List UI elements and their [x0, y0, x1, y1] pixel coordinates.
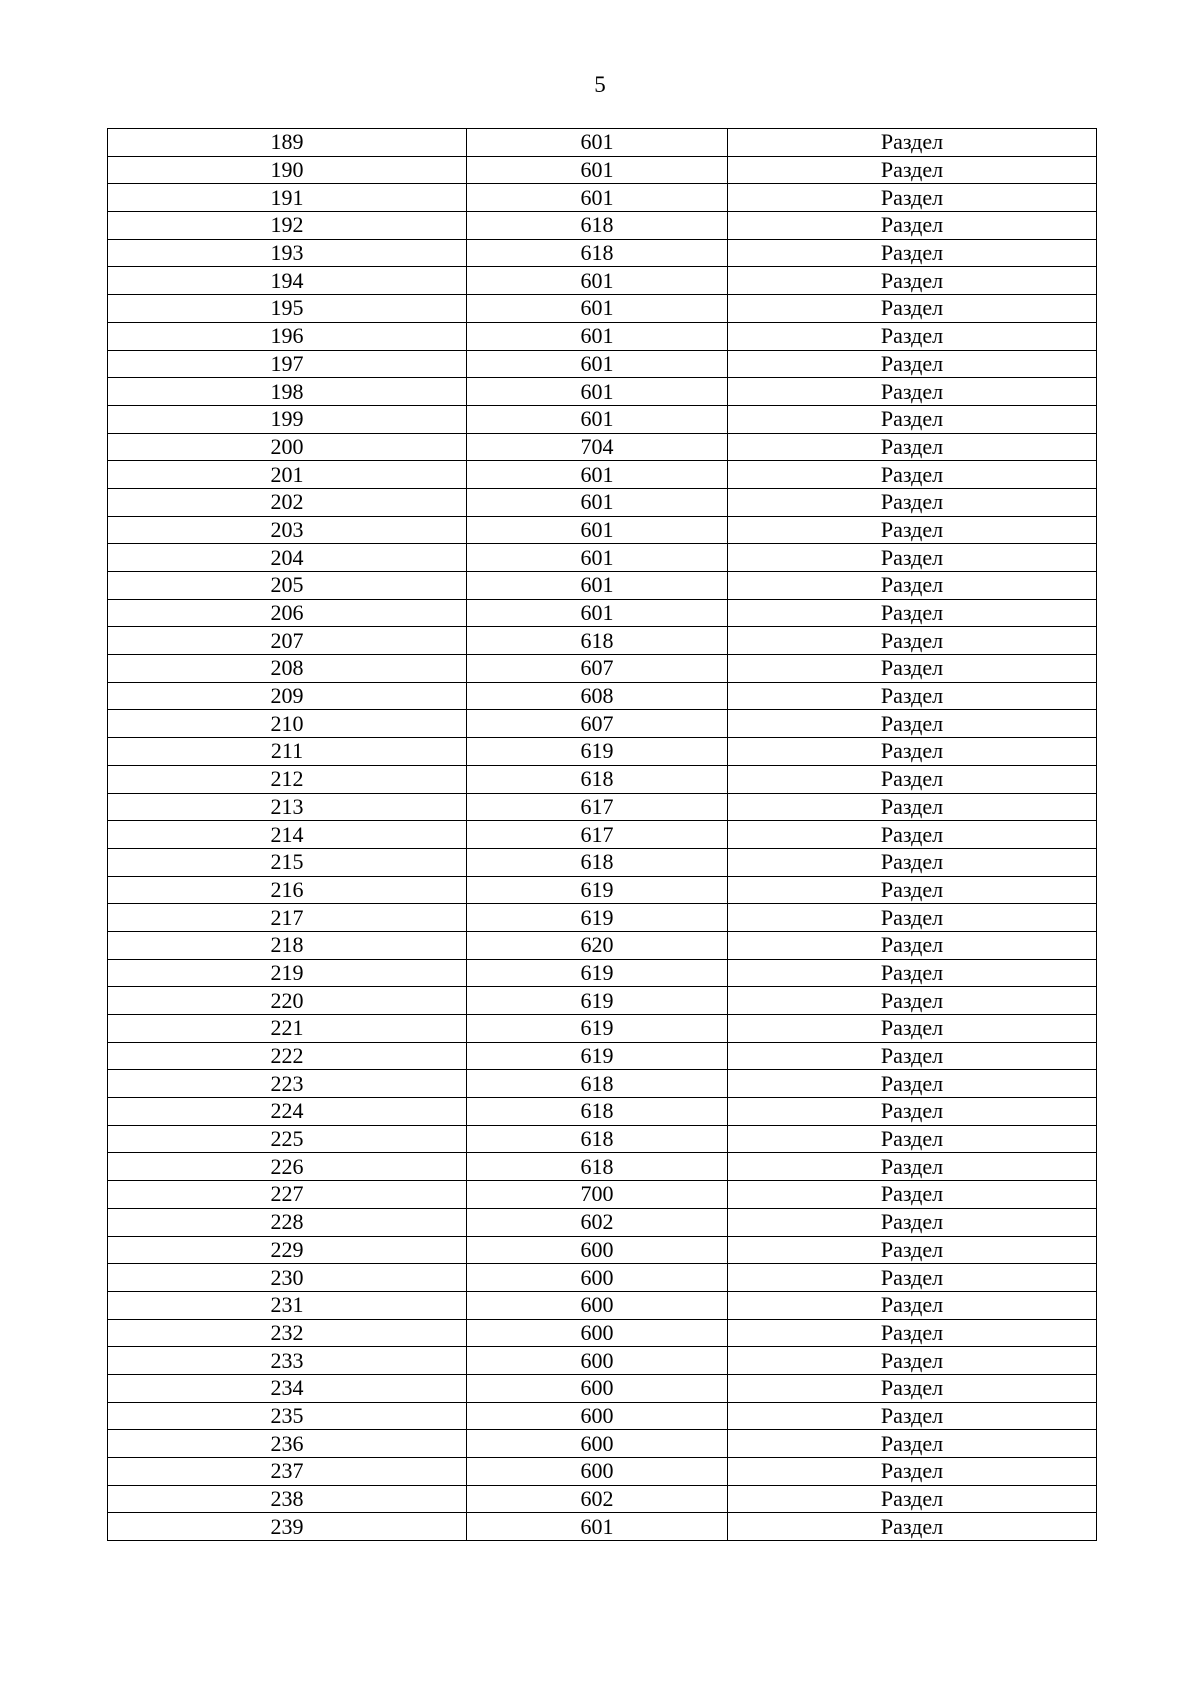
section-cell: Раздел	[728, 405, 1097, 433]
section-cell: Раздел	[728, 821, 1097, 849]
table-row	[108, 184, 1097, 212]
code-cell: 600	[467, 1319, 728, 1347]
row-number-cell: 196	[108, 322, 467, 350]
code-cell: 601	[467, 544, 728, 572]
row-number-cell: 205	[108, 572, 467, 600]
section-cell: Раздел	[728, 987, 1097, 1015]
section-cell: Раздел	[728, 904, 1097, 932]
table-row	[108, 1291, 1097, 1319]
section-cell: Раздел	[728, 1374, 1097, 1402]
section-cell: Раздел	[728, 572, 1097, 600]
row-number-cell: 224	[108, 1098, 467, 1126]
table-row	[108, 1319, 1097, 1347]
section-cell: Раздел	[728, 322, 1097, 350]
table-row	[108, 1430, 1097, 1458]
table-row	[108, 738, 1097, 766]
row-number-cell: 203	[108, 516, 467, 544]
row-number-cell: 189	[108, 129, 467, 157]
table-row	[108, 904, 1097, 932]
code-cell: 601	[467, 378, 728, 406]
row-number-cell: 207	[108, 627, 467, 655]
code-cell: 600	[467, 1291, 728, 1319]
table-row	[108, 682, 1097, 710]
section-cell: Раздел	[728, 488, 1097, 516]
code-cell: 619	[467, 1015, 728, 1043]
row-number-cell: 229	[108, 1236, 467, 1264]
row-number-cell: 220	[108, 987, 467, 1015]
row-number-cell: 211	[108, 738, 467, 766]
code-cell: 600	[467, 1236, 728, 1264]
row-number-cell: 221	[108, 1015, 467, 1043]
section-cell: Раздел	[728, 544, 1097, 572]
row-number-cell: 226	[108, 1153, 467, 1181]
code-cell: 618	[467, 1070, 728, 1098]
row-number-cell: 215	[108, 848, 467, 876]
section-cell: Раздел	[728, 1125, 1097, 1153]
code-cell: 601	[467, 516, 728, 544]
row-number-cell: 192	[108, 212, 467, 240]
code-cell: 618	[467, 1098, 728, 1126]
section-cell: Раздел	[728, 212, 1097, 240]
table-row	[108, 322, 1097, 350]
table-row	[108, 405, 1097, 433]
code-cell: 602	[467, 1208, 728, 1236]
table-row	[108, 1402, 1097, 1430]
row-number-cell: 201	[108, 461, 467, 489]
table-row	[108, 433, 1097, 461]
table-row	[108, 1042, 1097, 1070]
row-number-cell: 202	[108, 488, 467, 516]
table-row	[108, 1458, 1097, 1486]
section-cell: Раздел	[728, 959, 1097, 987]
code-cell: 617	[467, 821, 728, 849]
row-number-cell: 216	[108, 876, 467, 904]
section-cell: Раздел	[728, 1347, 1097, 1375]
section-cell: Раздел	[728, 378, 1097, 406]
section-cell: Раздел	[728, 682, 1097, 710]
code-cell: 601	[467, 350, 728, 378]
table-row	[108, 1153, 1097, 1181]
section-cell: Раздел	[728, 1485, 1097, 1513]
code-cell: 607	[467, 655, 728, 683]
code-cell: 601	[467, 295, 728, 323]
table-row	[108, 599, 1097, 627]
row-number-cell: 219	[108, 959, 467, 987]
row-number-cell: 210	[108, 710, 467, 738]
table-row	[108, 765, 1097, 793]
table-row	[108, 627, 1097, 655]
section-cell: Раздел	[728, 1291, 1097, 1319]
table-row	[108, 1125, 1097, 1153]
row-number-cell: 217	[108, 904, 467, 932]
section-cell: Раздел	[728, 931, 1097, 959]
table-row	[108, 1485, 1097, 1513]
table-row	[108, 267, 1097, 295]
row-number-cell: 223	[108, 1070, 467, 1098]
section-cell: Раздел	[728, 239, 1097, 267]
section-cell: Раздел	[728, 738, 1097, 766]
section-cell: Раздел	[728, 1208, 1097, 1236]
table-row	[108, 710, 1097, 738]
section-cell: Раздел	[728, 184, 1097, 212]
code-cell: 618	[467, 765, 728, 793]
code-cell: 619	[467, 904, 728, 932]
row-number-cell: 200	[108, 433, 467, 461]
code-cell: 601	[467, 156, 728, 184]
table-row	[108, 350, 1097, 378]
row-number-cell: 206	[108, 599, 467, 627]
section-cell: Раздел	[728, 765, 1097, 793]
row-number-cell: 193	[108, 239, 467, 267]
table-body	[108, 129, 1097, 1541]
code-cell: 601	[467, 1513, 728, 1541]
table-row	[108, 295, 1097, 323]
row-number-cell: 195	[108, 295, 467, 323]
code-cell: 704	[467, 433, 728, 461]
table-row	[108, 987, 1097, 1015]
table-row	[108, 516, 1097, 544]
code-cell: 600	[467, 1458, 728, 1486]
table-row	[108, 876, 1097, 904]
section-cell: Раздел	[728, 156, 1097, 184]
table-row	[108, 959, 1097, 987]
row-number-cell: 194	[108, 267, 467, 295]
table-row	[108, 544, 1097, 572]
table-row	[108, 793, 1097, 821]
row-number-cell: 209	[108, 682, 467, 710]
row-number-cell: 218	[108, 931, 467, 959]
code-cell: 607	[467, 710, 728, 738]
table-row	[108, 848, 1097, 876]
table-row	[108, 1098, 1097, 1126]
table-row	[108, 572, 1097, 600]
code-cell: 618	[467, 212, 728, 240]
section-cell: Раздел	[728, 461, 1097, 489]
section-cell: Раздел	[728, 433, 1097, 461]
table-row	[108, 488, 1097, 516]
code-cell: 619	[467, 1042, 728, 1070]
section-cell: Раздел	[728, 1181, 1097, 1209]
section-cell: Раздел	[728, 1042, 1097, 1070]
section-cell: Раздел	[728, 655, 1097, 683]
table-row	[108, 1347, 1097, 1375]
section-cell: Раздел	[728, 848, 1097, 876]
code-cell: 601	[467, 488, 728, 516]
code-cell: 600	[467, 1402, 728, 1430]
row-number-cell: 227	[108, 1181, 467, 1209]
row-number-cell: 235	[108, 1402, 467, 1430]
code-cell: 618	[467, 239, 728, 267]
table-row	[108, 1208, 1097, 1236]
section-cell: Раздел	[728, 350, 1097, 378]
code-cell: 618	[467, 627, 728, 655]
table-row	[108, 378, 1097, 406]
row-number-cell: 208	[108, 655, 467, 683]
section-cell: Раздел	[728, 516, 1097, 544]
section-cell: Раздел	[728, 1458, 1097, 1486]
row-number-cell: 233	[108, 1347, 467, 1375]
section-cell: Раздел	[728, 1070, 1097, 1098]
section-cell: Раздел	[728, 129, 1097, 157]
table-row	[108, 1070, 1097, 1098]
code-cell: 619	[467, 959, 728, 987]
table-row	[108, 655, 1097, 683]
row-number-cell: 239	[108, 1513, 467, 1541]
row-number-cell: 222	[108, 1042, 467, 1070]
code-cell: 601	[467, 267, 728, 295]
table-row	[108, 1015, 1097, 1043]
code-cell: 601	[467, 129, 728, 157]
row-number-cell: 232	[108, 1319, 467, 1347]
section-cell: Раздел	[728, 1015, 1097, 1043]
row-number-cell: 198	[108, 378, 467, 406]
section-cell: Раздел	[728, 1513, 1097, 1541]
section-cell: Раздел	[728, 627, 1097, 655]
row-number-cell: 234	[108, 1374, 467, 1402]
table-row	[108, 1374, 1097, 1402]
section-cell: Раздел	[728, 1430, 1097, 1458]
code-cell: 618	[467, 848, 728, 876]
code-cell: 618	[467, 1125, 728, 1153]
document-table	[107, 128, 1097, 1541]
section-cell: Раздел	[728, 1402, 1097, 1430]
table-row	[108, 821, 1097, 849]
code-cell: 617	[467, 793, 728, 821]
row-number-cell: 236	[108, 1430, 467, 1458]
code-cell: 601	[467, 599, 728, 627]
section-cell: Раздел	[728, 1264, 1097, 1292]
code-cell: 600	[467, 1264, 728, 1292]
section-cell: Раздел	[728, 599, 1097, 627]
code-cell: 602	[467, 1485, 728, 1513]
row-number-cell: 191	[108, 184, 467, 212]
table-row	[108, 156, 1097, 184]
code-cell: 601	[467, 322, 728, 350]
row-number-cell: 228	[108, 1208, 467, 1236]
section-cell: Раздел	[728, 1236, 1097, 1264]
section-cell: Раздел	[728, 793, 1097, 821]
table-row	[108, 461, 1097, 489]
row-number-cell: 212	[108, 765, 467, 793]
table-row	[108, 1513, 1097, 1541]
table-row	[108, 129, 1097, 157]
row-number-cell: 199	[108, 405, 467, 433]
row-number-cell: 237	[108, 1458, 467, 1486]
code-cell: 601	[467, 184, 728, 212]
row-number-cell: 204	[108, 544, 467, 572]
section-cell: Раздел	[728, 1153, 1097, 1181]
code-cell: 601	[467, 405, 728, 433]
code-cell: 619	[467, 876, 728, 904]
table-row	[108, 1236, 1097, 1264]
code-cell: 600	[467, 1374, 728, 1402]
table-row	[108, 1264, 1097, 1292]
code-cell: 600	[467, 1430, 728, 1458]
code-cell: 601	[467, 572, 728, 600]
table-row	[108, 931, 1097, 959]
code-cell: 620	[467, 931, 728, 959]
code-cell: 608	[467, 682, 728, 710]
table-row	[108, 239, 1097, 267]
row-number-cell: 225	[108, 1125, 467, 1153]
table-row	[108, 1181, 1097, 1209]
code-cell: 600	[467, 1347, 728, 1375]
row-number-cell: 230	[108, 1264, 467, 1292]
code-cell: 601	[467, 461, 728, 489]
section-cell: Раздел	[728, 1319, 1097, 1347]
section-cell: Раздел	[728, 295, 1097, 323]
page-number: 5	[594, 72, 606, 97]
section-cell: Раздел	[728, 267, 1097, 295]
code-cell: 618	[467, 1153, 728, 1181]
section-cell: Раздел	[728, 876, 1097, 904]
code-cell: 700	[467, 1181, 728, 1209]
row-number-cell: 197	[108, 350, 467, 378]
section-cell: Раздел	[728, 710, 1097, 738]
code-cell: 619	[467, 987, 728, 1015]
row-number-cell: 213	[108, 793, 467, 821]
row-number-cell: 214	[108, 821, 467, 849]
row-number-cell: 238	[108, 1485, 467, 1513]
section-cell: Раздел	[728, 1098, 1097, 1126]
row-number-cell: 231	[108, 1291, 467, 1319]
table-row	[108, 212, 1097, 240]
row-number-cell: 190	[108, 156, 467, 184]
code-cell: 619	[467, 738, 728, 766]
